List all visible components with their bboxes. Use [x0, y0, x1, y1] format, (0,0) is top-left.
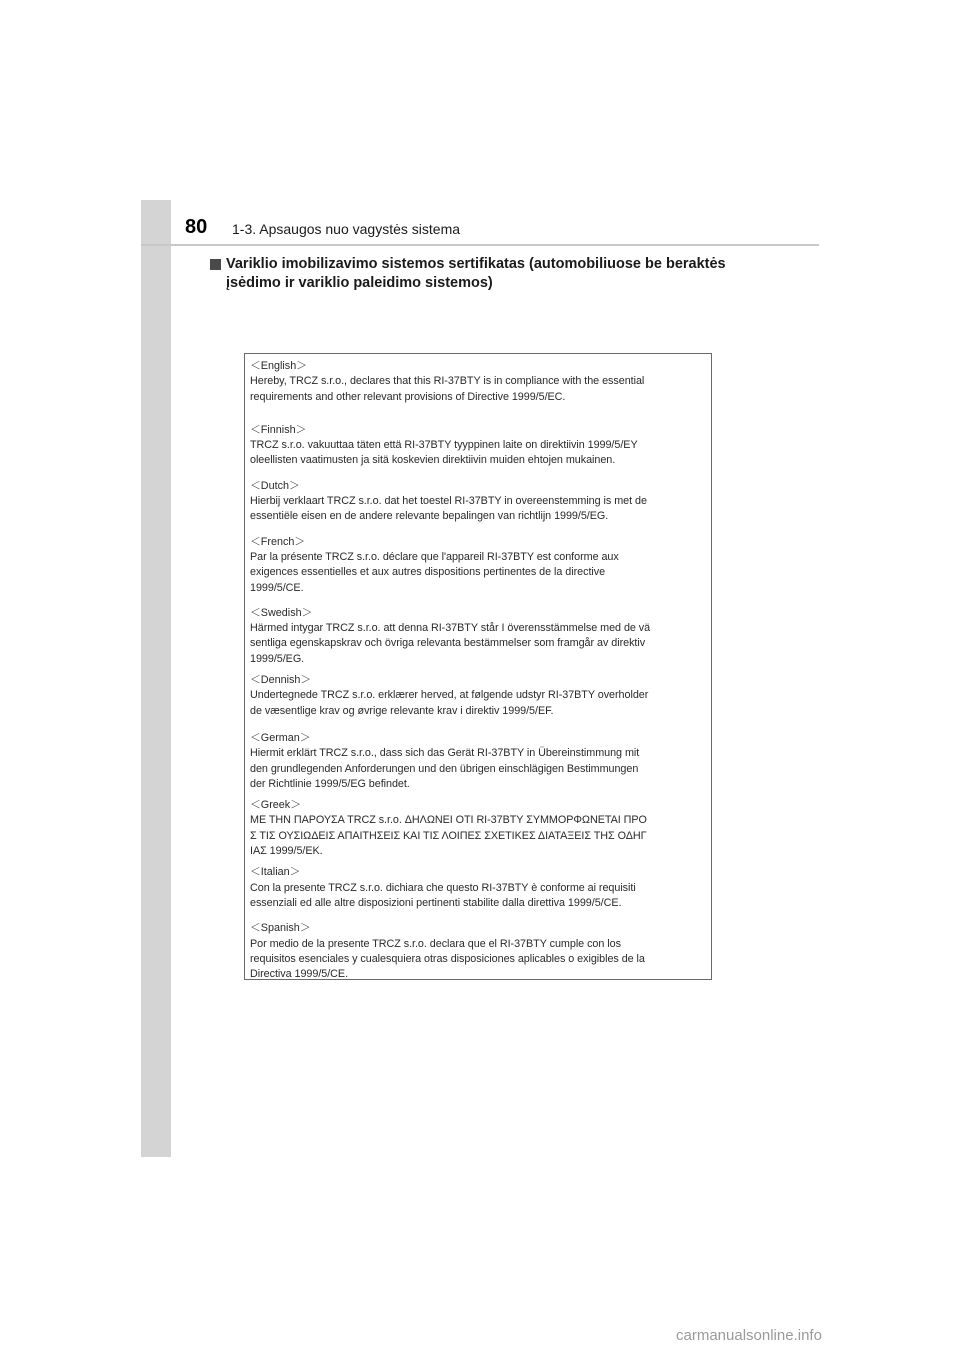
- page-number: 80: [185, 216, 208, 238]
- declaration-text: Hiermit erklärt TRCZ s.r.o., dass sich das Gerät RI-37BTY in Übereinstimmung mit den grundlegenden Anforderungen und den übrigen einschlägigen Bestimmungen der Richtlinie 1999/5/EG befindet.: [250, 747, 640, 790]
- declaration-text: Härmed intygar TRCZ s.r.o. att denna RI-37BTY står I överensstämmelse med de vä sentliga egenskapskrav och övriga relevanta bestämmelser som framgår av direktiv 1999/5/EG.: [250, 622, 651, 665]
- declaration-text: Con la presente TRCZ s.r.o. dichiara che questo RI-37BTY è conforme ai requisiti essenziali ed alle altre disposizioni pertinenti stabilite dalla direttiva 1999/5/CE.: [250, 881, 636, 909]
- certificate-block-greek: [250, 798, 711, 859]
- header-rule: [141, 244, 819, 246]
- certificate-block-danish: [250, 673, 711, 719]
- certificate-block-finnish: [250, 423, 711, 469]
- language-label: ＜Greek＞: [250, 799, 301, 812]
- section-title: Variklio imobilizavimo sistemos sertifikatas (automobiliuose be beraktės įsėdimo ir variklio paleidimo sistemos): [226, 256, 726, 291]
- certificate-block-french: [250, 535, 711, 596]
- declaration-text: TRCZ s.r.o. vakuuttaa täten että RI-37BTY tyyppinen laite on direktiivin 1999/5/EY oleellisten vaatimusten ja sitä koskevien direktiivin muiden ehtojen mukainen.: [250, 439, 638, 467]
- language-label: ＜Dutch＞: [250, 479, 300, 492]
- language-label: ＜German＞: [250, 731, 311, 744]
- certificate-box: [244, 353, 712, 980]
- declaration-text: Hereby, TRCZ s.r.o., declares that this RI-37BTY is in compliance with the essential requirements and other relevant provisions of Directive 1999/5/EC.: [250, 375, 645, 403]
- section-heading: [210, 255, 810, 293]
- certificate-block-italian: [250, 865, 711, 911]
- language-label: ＜Dennish＞: [250, 674, 312, 687]
- site-watermark: carmanualsonline.info: [676, 1327, 822, 1344]
- language-label: ＜Spanish＞: [250, 922, 311, 935]
- declaration-text: ΜΕ ΤΗΝ ΠΑΡΟΥΣΑ TRCZ s.r.o. ΔΗΛΩΝΕΙ ΟΤΙ RI-37BTY ΣΥΜΜΟΡΦΩΝΕΤΑΙ ΠΡΟ Σ ΤΙΣ ΟΥΣΙΩΔΕΙΣ ΑΠΑΙΤΗΣΕΙΣ ΚΑΙ ΤΙΣ ΛΟΙΠΕΣ ΣΧΕΤΙΚΕΣ ΔΙΑΤΑΞΕΙΣ ΤΗΣ ΟΔΗΓ ΙΑΣ 1999/5/ΕΚ.: [250, 814, 647, 858]
- declaration-text: Por medio de la presente TRCZ s.r.o. declara que el RI-37BTY cumple con los requisitos esenciales y cualesquiera otras disposiciones aplicables o exigibles de la Directiva 1999/5/CE.: [250, 937, 645, 980]
- declaration-text: Par la présente TRCZ s.r.o. déclare que l'appareil RI-37BTY est conforme aux exigences essentielles et aux autres dispositions pertinentes de la directive 1999/5/CE.: [250, 550, 619, 594]
- certificate-block-german: [250, 731, 711, 792]
- side-tab-bar: [141, 200, 171, 1157]
- running-head: 1-3. Apsaugos nuo vagystės sistema: [232, 221, 461, 237]
- language-label: ＜English＞: [250, 360, 308, 372]
- declaration-text: Hierbij verklaart TRCZ s.r.o. dat het toestel RI-37BTY in overeenstemming is met de essentiële eisen en de andere relevante bepalingen van richtlijn 1999/5/EG.: [250, 495, 647, 523]
- certificate-block-dutch: [250, 479, 711, 525]
- declaration-text: Undertegnede TRCZ s.r.o. erklærer herved, at følgende udstyr RI-37BTY overholder de væsentlige krav og øvrige relevante krav i direktiv 1999/5/EF.: [250, 689, 649, 717]
- language-label: ＜Italian＞: [250, 866, 301, 879]
- square-bullet-icon: [210, 259, 221, 270]
- language-label: ＜French＞: [250, 535, 306, 548]
- certificate-block-english: [250, 359, 711, 405]
- language-label: ＜Swedish＞: [250, 606, 313, 619]
- language-label: ＜Finnish＞: [250, 423, 307, 436]
- certificate-block-swedish: [250, 606, 711, 667]
- certificate-block-spanish: [250, 921, 711, 980]
